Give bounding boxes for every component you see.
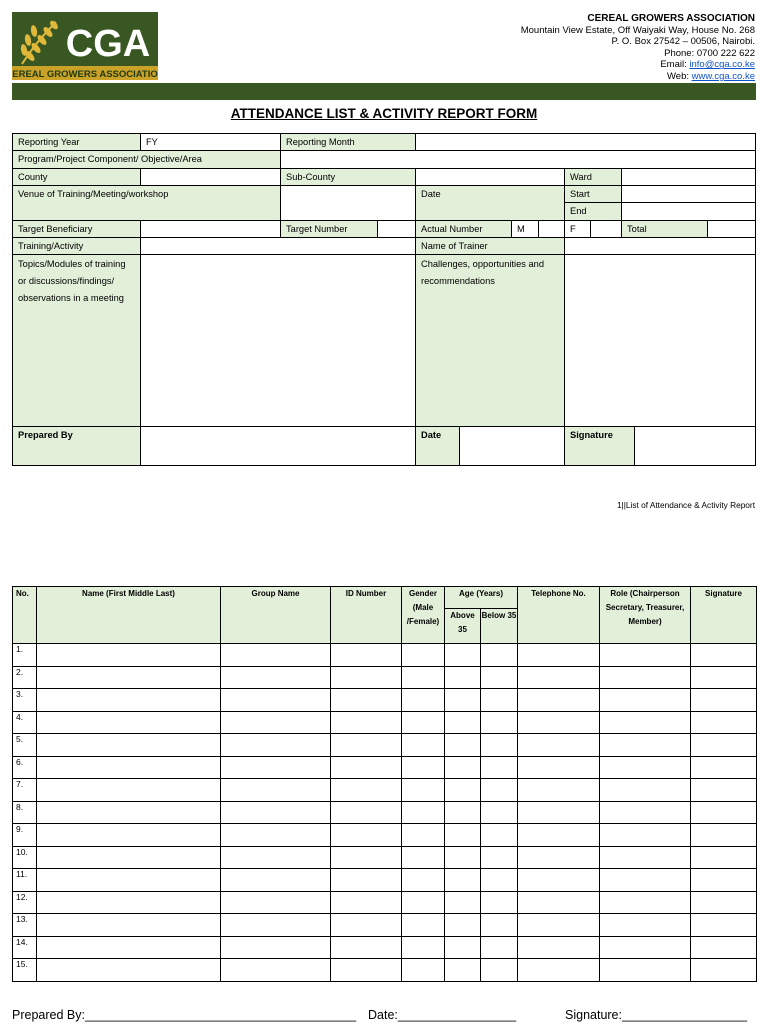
telephone-cell[interactable] <box>518 846 600 869</box>
role-cell[interactable] <box>600 689 691 712</box>
web-link[interactable]: www.cga.co.ke <box>691 70 755 82</box>
row-number: 5. <box>13 734 37 757</box>
role-cell[interactable] <box>600 891 691 914</box>
role-cell[interactable] <box>600 734 691 757</box>
group-name-cell[interactable] <box>221 824 331 847</box>
telephone-cell[interactable] <box>518 936 600 959</box>
prepared-by-field[interactable] <box>140 426 416 466</box>
id-number-cell[interactable] <box>331 734 402 757</box>
id-number-cell[interactable] <box>331 711 402 734</box>
signature-cell[interactable] <box>691 734 757 757</box>
group-name-cell[interactable] <box>221 689 331 712</box>
signature-cell[interactable] <box>691 891 757 914</box>
signoff-date[interactable]: Date:_________________ <box>368 1008 517 1022</box>
target-beneficiary-field[interactable] <box>140 220 281 238</box>
org-name: CEREAL GROWERS ASSOCIATION <box>587 13 755 24</box>
web-label: Web: <box>666 70 692 82</box>
name-cell[interactable] <box>37 734 221 757</box>
below-35-cell[interactable] <box>481 869 518 892</box>
telephone-cell[interactable] <box>518 869 600 892</box>
ward-field[interactable] <box>621 168 756 186</box>
table-row <box>13 891 757 914</box>
signature-cell[interactable] <box>691 711 757 734</box>
signature-label: Signature <box>564 426 635 466</box>
group-name-cell[interactable] <box>221 959 331 982</box>
table-row <box>13 666 757 689</box>
date-label: Date <box>415 185 565 221</box>
above-35-cell[interactable] <box>445 666 481 689</box>
signature-cell[interactable] <box>691 779 757 802</box>
above-35-cell[interactable] <box>445 711 481 734</box>
below-35-cell[interactable] <box>481 846 518 869</box>
training-activity-field[interactable] <box>140 237 416 255</box>
below-35-cell[interactable] <box>481 756 518 779</box>
row-number: 7. <box>13 779 37 802</box>
gender-cell[interactable] <box>402 869 445 892</box>
signature-cell[interactable] <box>691 846 757 869</box>
gender-cell[interactable] <box>402 914 445 937</box>
col-telephone: Telephone No. <box>518 587 600 644</box>
group-name-cell[interactable] <box>221 801 331 824</box>
col-age-above-35: Above 35 <box>445 609 481 644</box>
id-number-cell[interactable] <box>331 824 402 847</box>
below-35-cell[interactable] <box>481 666 518 689</box>
group-name-cell[interactable] <box>221 869 331 892</box>
above-35-cell[interactable] <box>445 846 481 869</box>
row-number: 3. <box>13 689 37 712</box>
reporting-month-field[interactable] <box>415 133 756 151</box>
page-footnote: 1||List of Attendance & Activity Report <box>616 500 755 510</box>
name-cell[interactable] <box>37 936 221 959</box>
target-number-field[interactable] <box>377 220 416 238</box>
target-number-label: Target Number <box>280 220 378 238</box>
id-number-cell[interactable] <box>331 689 402 712</box>
signature-cell[interactable] <box>691 644 757 667</box>
signature-cell[interactable] <box>691 936 757 959</box>
name-cell[interactable] <box>37 846 221 869</box>
id-number-cell[interactable] <box>331 891 402 914</box>
above-35-cell[interactable] <box>445 756 481 779</box>
role-cell[interactable] <box>600 801 691 824</box>
signoff-signature[interactable]: Signature:__________________ <box>565 1008 748 1022</box>
table-row <box>13 779 757 802</box>
name-cell[interactable] <box>37 801 221 824</box>
reporting-month-label: Reporting Month <box>280 133 416 151</box>
attendance-rows <box>13 644 757 982</box>
total-field[interactable] <box>707 220 756 238</box>
below-35-cell[interactable] <box>481 891 518 914</box>
gender-cell[interactable] <box>402 936 445 959</box>
org-phone: Phone: 0700 222 622 <box>664 47 755 59</box>
prepared-date-field[interactable] <box>459 426 565 466</box>
telephone-cell[interactable] <box>518 666 600 689</box>
group-name-cell[interactable] <box>221 666 331 689</box>
signature-cell[interactable] <box>691 914 757 937</box>
telephone-cell[interactable] <box>518 644 600 667</box>
id-number-cell[interactable] <box>331 936 402 959</box>
actual-number-label: Actual Number <box>415 220 512 238</box>
page-title: ATTENDANCE LIST & ACTIVITY REPORT FORM <box>230 106 538 121</box>
below-35-cell[interactable] <box>481 914 518 937</box>
table-row <box>13 959 757 982</box>
group-name-cell[interactable] <box>221 756 331 779</box>
name-cell[interactable] <box>37 914 221 937</box>
id-number-cell[interactable] <box>331 914 402 937</box>
start-date-field[interactable] <box>621 185 756 203</box>
role-cell[interactable] <box>600 779 691 802</box>
trainer-field[interactable] <box>564 237 756 255</box>
table-row <box>13 869 757 892</box>
topics-field[interactable] <box>140 254 416 427</box>
role-cell[interactable] <box>600 936 691 959</box>
table-row <box>13 711 757 734</box>
below-35-cell[interactable] <box>481 689 518 712</box>
name-cell[interactable] <box>37 756 221 779</box>
row-number: 9. <box>13 824 37 847</box>
county-field[interactable] <box>140 168 281 186</box>
name-cell[interactable] <box>37 891 221 914</box>
telephone-cell[interactable] <box>518 734 600 757</box>
prepared-date-label: Date <box>415 426 460 466</box>
id-number-cell[interactable] <box>331 756 402 779</box>
above-35-cell[interactable] <box>445 959 481 982</box>
role-cell[interactable] <box>600 666 691 689</box>
signoff-prepared-by[interactable]: Prepared By:_______________________________________ <box>12 1008 357 1022</box>
org-address-line1: Mountain View Estate, Off Waiyaki Way, House No. 268 <box>520 24 755 36</box>
name-cell[interactable] <box>37 644 221 667</box>
cga-logo-graphic <box>12 12 158 80</box>
total-label: Total <box>621 220 708 238</box>
group-name-cell[interactable] <box>221 711 331 734</box>
activity-report-form <box>12 133 756 466</box>
below-35-cell[interactable] <box>481 734 518 757</box>
below-35-cell[interactable] <box>481 779 518 802</box>
training-activity-label: Training/Activity <box>12 237 141 255</box>
row-number: 1. <box>13 644 37 667</box>
male-count-field[interactable] <box>538 220 565 238</box>
gender-cell[interactable] <box>402 846 445 869</box>
telephone-cell[interactable] <box>518 959 600 982</box>
row-number: 6. <box>13 756 37 779</box>
org-contact-block <box>435 13 755 83</box>
above-35-cell[interactable] <box>445 779 481 802</box>
signature-cell[interactable] <box>691 801 757 824</box>
col-name: Name (First Middle Last) <box>37 587 221 644</box>
signature-cell[interactable] <box>691 869 757 892</box>
above-35-cell[interactable] <box>445 824 481 847</box>
table-row <box>13 914 757 937</box>
below-35-cell[interactable] <box>481 959 518 982</box>
role-cell[interactable] <box>600 824 691 847</box>
gender-cell[interactable] <box>402 734 445 757</box>
table-row <box>13 756 757 779</box>
name-cell[interactable] <box>37 959 221 982</box>
below-35-cell[interactable] <box>481 936 518 959</box>
gender-cell[interactable] <box>402 891 445 914</box>
role-cell[interactable] <box>600 644 691 667</box>
telephone-cell[interactable] <box>518 891 600 914</box>
below-35-cell[interactable] <box>481 801 518 824</box>
telephone-cell[interactable] <box>518 711 600 734</box>
id-number-cell[interactable] <box>331 801 402 824</box>
above-35-cell[interactable] <box>445 891 481 914</box>
gender-cell[interactable] <box>402 666 445 689</box>
role-cell[interactable] <box>600 869 691 892</box>
table-row <box>13 801 757 824</box>
role-cell[interactable] <box>600 846 691 869</box>
col-no: No. <box>13 587 37 644</box>
id-number-cell[interactable] <box>331 666 402 689</box>
prepared-by-label: Prepared By <box>12 426 141 466</box>
target-beneficiary-label: Target Beneficiary <box>12 220 141 238</box>
id-number-cell[interactable] <box>331 869 402 892</box>
above-35-cell[interactable] <box>445 869 481 892</box>
role-cell[interactable] <box>600 959 691 982</box>
table-row <box>13 824 757 847</box>
above-35-cell[interactable] <box>445 644 481 667</box>
trainer-label: Name of Trainer <box>415 237 565 255</box>
gender-cell[interactable] <box>402 711 445 734</box>
row-number: 2. <box>13 666 37 689</box>
program-label: Program/Project Component/ Objective/Area <box>12 150 281 169</box>
cga-logo <box>12 12 158 80</box>
topics-label: Topics/Modules of training or discussions/findings/ observations in a meeting <box>12 254 141 427</box>
signature-cell[interactable] <box>691 666 757 689</box>
role-cell[interactable] <box>600 711 691 734</box>
table-row <box>13 644 757 667</box>
id-number-cell[interactable] <box>331 959 402 982</box>
below-35-cell[interactable] <box>481 824 518 847</box>
gender-cell[interactable] <box>402 689 445 712</box>
col-age: Age (Years) <box>445 587 518 609</box>
sub-county-field[interactable] <box>415 168 565 186</box>
attendance-table <box>12 586 757 982</box>
program-field[interactable] <box>280 150 756 169</box>
telephone-cell[interactable] <box>518 756 600 779</box>
logo-caption: CEREAL GROWERS ASSOCIATION <box>12 69 158 80</box>
row-number: 14. <box>13 936 37 959</box>
signature-cell[interactable] <box>691 689 757 712</box>
gender-cell[interactable] <box>402 779 445 802</box>
col-signature: Signature <box>691 587 757 644</box>
reporting-year-label: Reporting Year <box>12 133 141 151</box>
ward-label: Ward <box>564 168 622 186</box>
group-name-cell[interactable] <box>221 914 331 937</box>
org-web-row <box>435 71 755 83</box>
email-link[interactable]: info@cga.co.ke <box>689 59 755 71</box>
venue-field[interactable] <box>280 185 416 221</box>
end-label: End <box>564 202 622 221</box>
telephone-cell[interactable] <box>518 801 600 824</box>
row-number: 8. <box>13 801 37 824</box>
name-cell[interactable] <box>37 711 221 734</box>
group-name-cell[interactable] <box>221 846 331 869</box>
id-number-cell[interactable] <box>331 779 402 802</box>
gender-cell[interactable] <box>402 801 445 824</box>
row-number: 11. <box>13 869 37 892</box>
above-35-cell[interactable] <box>445 734 481 757</box>
telephone-cell[interactable] <box>518 914 600 937</box>
name-cell[interactable] <box>37 666 221 689</box>
name-cell[interactable] <box>37 869 221 892</box>
row-number: 12. <box>13 891 37 914</box>
row-number: 4. <box>13 711 37 734</box>
end-date-field[interactable] <box>621 202 756 221</box>
col-group-name: Group Name <box>221 587 331 644</box>
col-gender: Gender (Male /Female) <box>402 587 445 644</box>
role-cell[interactable] <box>600 756 691 779</box>
id-number-cell[interactable] <box>331 846 402 869</box>
sub-county-label: Sub-County <box>280 168 416 186</box>
col-id-number: ID Number <box>331 587 402 644</box>
below-35-cell[interactable] <box>481 644 518 667</box>
org-address-line2: P. O. Box 27542 – 00506, Nairobi. <box>611 36 755 48</box>
female-count-label: F <box>564 220 591 238</box>
header-divider-bar <box>12 83 756 100</box>
challenges-label: Challenges, opportunities and recommendations <box>415 254 565 427</box>
logo-text: CGA <box>65 23 151 65</box>
county-label: County <box>12 168 141 186</box>
above-35-cell[interactable] <box>445 914 481 937</box>
table-row <box>13 846 757 869</box>
row-number: 15. <box>13 959 37 982</box>
table-row <box>13 734 757 757</box>
name-cell[interactable] <box>37 779 221 802</box>
signature-cell[interactable] <box>691 959 757 982</box>
female-count-field[interactable] <box>590 220 622 238</box>
gender-cell[interactable] <box>402 824 445 847</box>
group-name-cell[interactable] <box>221 779 331 802</box>
telephone-cell[interactable] <box>518 824 600 847</box>
above-35-cell[interactable] <box>445 936 481 959</box>
table-row <box>13 936 757 959</box>
role-cell[interactable] <box>600 914 691 937</box>
above-35-cell[interactable] <box>445 689 481 712</box>
venue-label: Venue of Training/Meeting/workshop <box>12 185 281 221</box>
row-number: 13. <box>13 914 37 937</box>
name-cell[interactable] <box>37 824 221 847</box>
male-count-label: M <box>511 220 539 238</box>
group-name-cell[interactable] <box>221 936 331 959</box>
group-name-cell[interactable] <box>221 644 331 667</box>
challenges-field[interactable] <box>564 254 756 427</box>
org-email-row <box>435 59 755 71</box>
name-cell[interactable] <box>37 689 221 712</box>
signature-cell[interactable] <box>691 756 757 779</box>
above-35-cell[interactable] <box>445 801 481 824</box>
id-number-cell[interactable] <box>331 644 402 667</box>
signature-field[interactable] <box>634 426 756 466</box>
below-35-cell[interactable] <box>481 711 518 734</box>
telephone-cell[interactable] <box>518 779 600 802</box>
signature-cell[interactable] <box>691 824 757 847</box>
start-label: Start <box>564 185 622 203</box>
group-name-cell[interactable] <box>221 891 331 914</box>
col-age-below-35: Below 35 <box>481 609 518 644</box>
email-label: Email: <box>660 59 690 71</box>
telephone-cell[interactable] <box>518 689 600 712</box>
gender-cell[interactable] <box>402 959 445 982</box>
col-role: Role (Chairperson Secretary, Treasurer, Member) <box>600 587 691 644</box>
gender-cell[interactable] <box>402 644 445 667</box>
gender-cell[interactable] <box>402 756 445 779</box>
row-number: 10. <box>13 846 37 869</box>
table-row <box>13 689 757 712</box>
group-name-cell[interactable] <box>221 734 331 757</box>
reporting-year-field[interactable]: FY <box>140 133 281 151</box>
